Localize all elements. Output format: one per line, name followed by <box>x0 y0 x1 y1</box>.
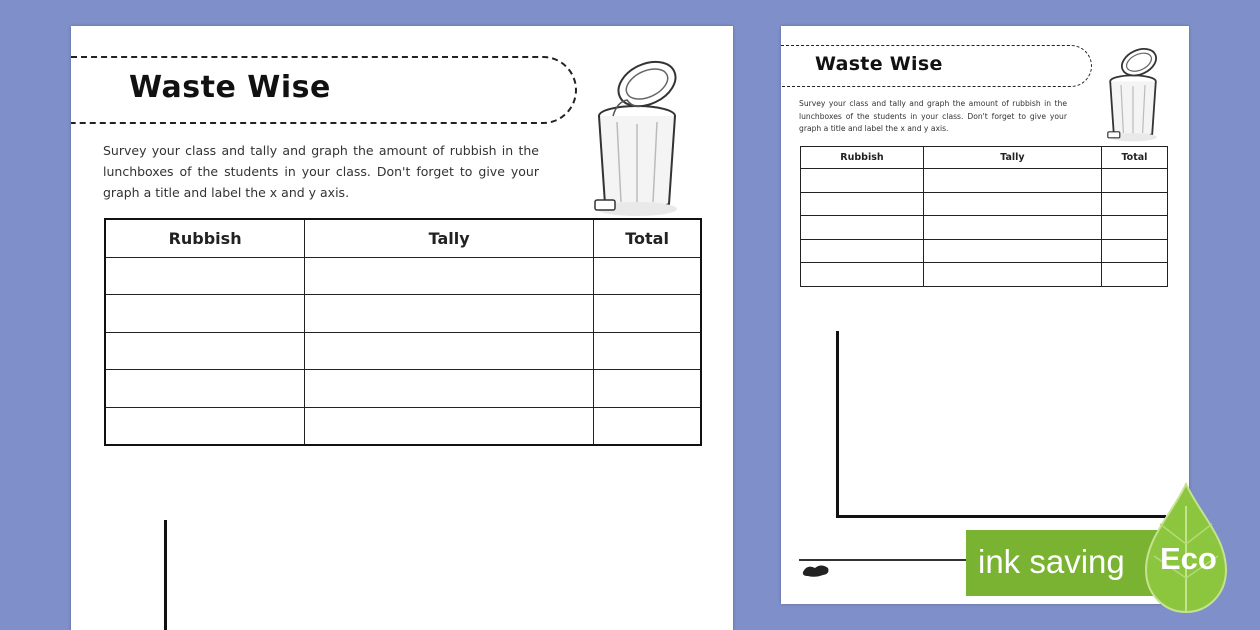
bin-icon <box>1097 42 1169 146</box>
total-cell <box>594 257 701 295</box>
total-cell <box>1101 169 1167 193</box>
worksheet-title: Waste Wise <box>815 53 943 75</box>
tally-cell <box>305 407 594 445</box>
table-row <box>801 216 1168 240</box>
header-rubbish: Rubbish <box>801 147 924 169</box>
total-cell <box>594 407 701 445</box>
table-row <box>801 239 1168 263</box>
graph-y-axis <box>836 331 839 518</box>
title-banner <box>71 56 577 124</box>
rubbish-cell <box>105 370 305 408</box>
rubbish-cell <box>801 239 924 263</box>
tally-cell <box>923 263 1101 287</box>
rubbish-cell <box>801 192 924 216</box>
table-body <box>801 169 1168 287</box>
table-header-row <box>105 219 701 257</box>
total-cell <box>1101 239 1167 263</box>
header-total: Total <box>594 219 701 257</box>
total-cell <box>1101 192 1167 216</box>
header-total: Total <box>1101 147 1167 169</box>
header-rubbish: Rubbish <box>105 219 305 257</box>
twinkl-logo-icon <box>801 562 831 578</box>
worksheet-preview-large <box>71 26 733 630</box>
total-cell <box>1101 263 1167 287</box>
tally-cell <box>305 257 594 295</box>
header-tally: Tally <box>923 147 1101 169</box>
total-cell <box>594 332 701 370</box>
worksheet-title: Waste Wise <box>129 70 331 105</box>
instructions-text: Survey your class and tally and graph the amount of rubbish in the lunchboxes of the students in your class. Don't forget to give your graph a title and label the x and y axis. <box>103 143 539 200</box>
tally-cell <box>305 295 594 333</box>
table-row <box>105 407 701 445</box>
ink-saving-label: ink saving <box>978 543 1125 580</box>
rubbish-cell <box>105 257 305 295</box>
tally-cell <box>305 332 594 370</box>
total-cell <box>1101 216 1167 240</box>
tally-cell <box>923 169 1101 193</box>
total-cell <box>594 295 701 333</box>
rubbish-cell <box>801 169 924 193</box>
tally-cell <box>923 239 1101 263</box>
table-row <box>801 169 1168 193</box>
rubbish-cell <box>105 407 305 445</box>
rubbish-cell <box>105 295 305 333</box>
tally-table <box>800 146 1168 287</box>
tally-cell <box>305 370 594 408</box>
rubbish-cell <box>105 332 305 370</box>
ink-saving-eco-badge <box>966 482 1230 616</box>
table-header-row <box>801 147 1168 169</box>
eco-label: Eco <box>1160 541 1217 576</box>
header-tally: Tally <box>305 219 594 257</box>
total-cell <box>594 370 701 408</box>
graph-y-axis <box>164 520 167 630</box>
bin-icon <box>577 54 697 220</box>
instructions-text: Survey your class and tally and graph the amount of rubbish in the lunchboxes of the students in your class. Don't forget to give your graph a title and label the x and y axis. <box>799 99 1067 134</box>
table-row <box>801 192 1168 216</box>
table-row <box>105 295 701 333</box>
table-row <box>801 263 1168 287</box>
table-body <box>105 257 701 445</box>
tally-table <box>104 218 702 446</box>
rubbish-cell <box>801 263 924 287</box>
rubbish-cell <box>801 216 924 240</box>
title-banner <box>781 45 1092 87</box>
table-row <box>105 257 701 295</box>
tally-cell <box>923 192 1101 216</box>
table-row <box>105 370 701 408</box>
table-row <box>105 332 701 370</box>
tally-cell <box>923 216 1101 240</box>
